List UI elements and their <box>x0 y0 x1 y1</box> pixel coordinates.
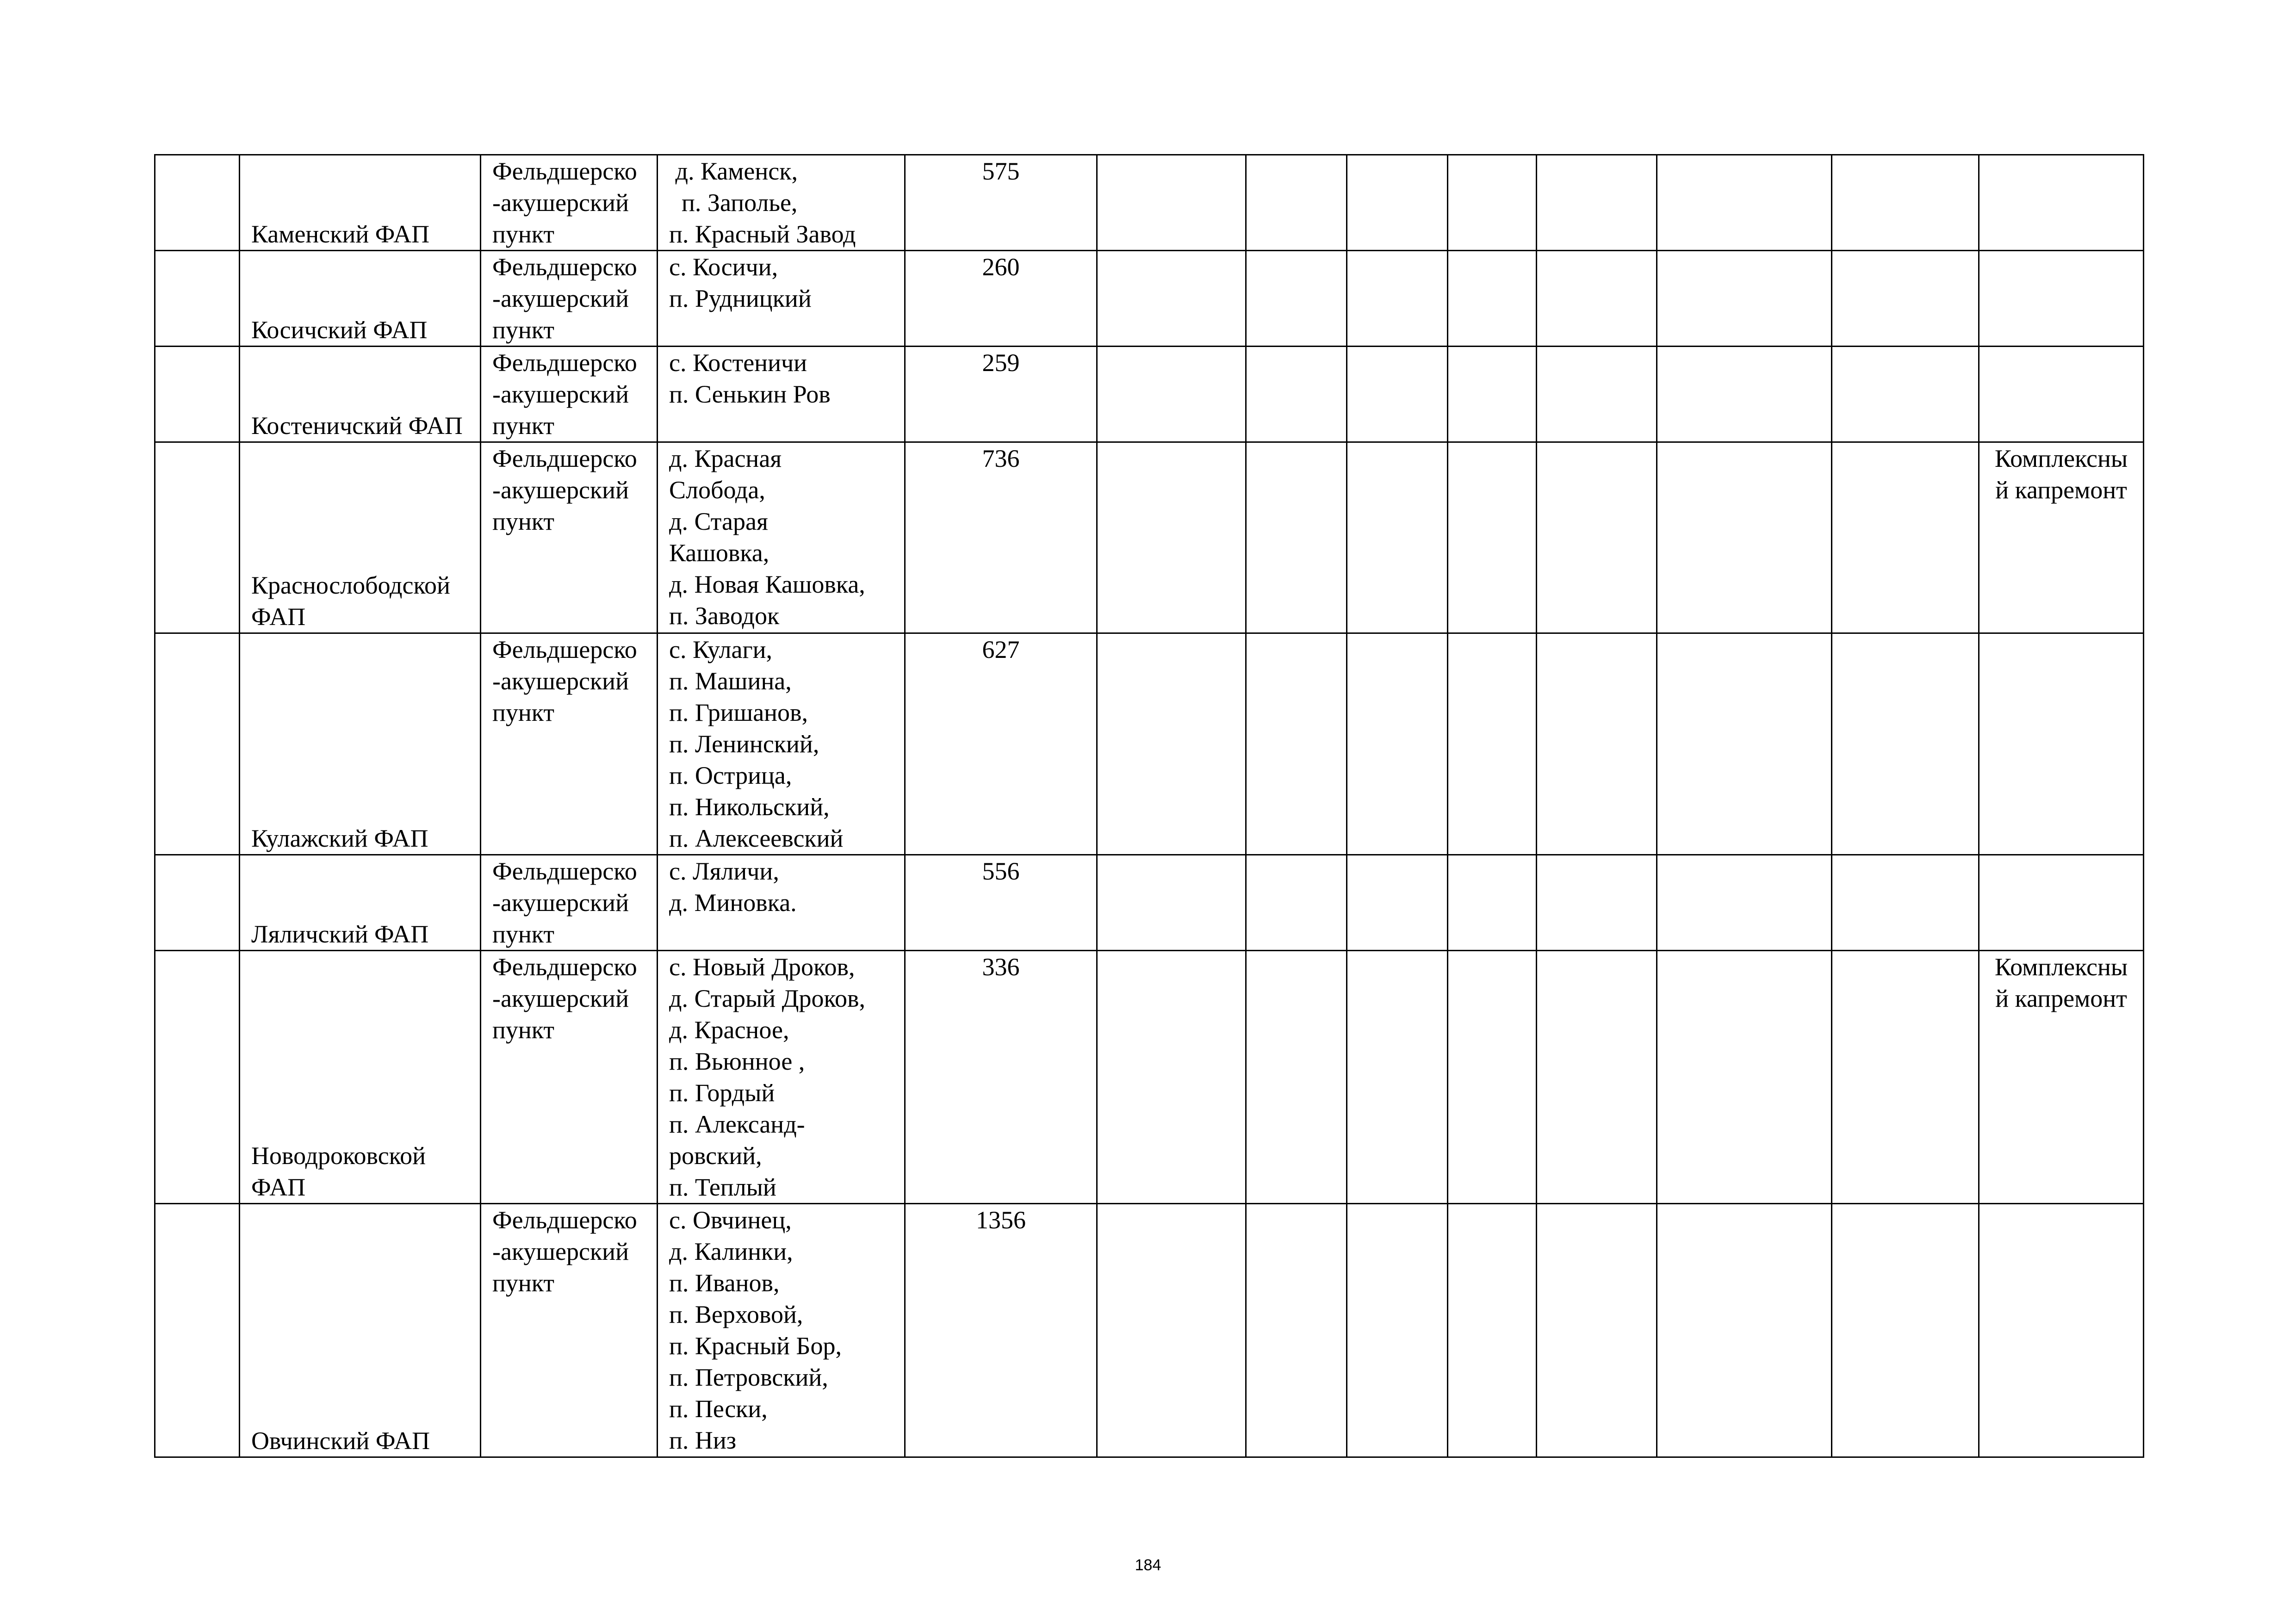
empty-cell <box>1832 251 1979 347</box>
settlement-item: п. Верховой, <box>669 1301 803 1328</box>
empty-cell <box>1537 347 1657 442</box>
population-value: 336 <box>982 953 1020 981</box>
settlement-item: с. Новый Дроков, <box>669 953 855 981</box>
empty-cell <box>1347 442 1448 633</box>
facility-type-line: пункт <box>492 699 554 726</box>
settlement-item: п. Заводок <box>669 602 780 630</box>
settlement-item: п. Теплый <box>669 1173 776 1201</box>
empty-cell <box>1246 155 1347 251</box>
facility-name: Краснослободской ФАП <box>251 571 450 631</box>
empty-cell <box>1246 855 1347 951</box>
settlements-cell <box>658 633 905 855</box>
table-row <box>155 155 2144 251</box>
empty-cell <box>1246 951 1347 1204</box>
empty-cell <box>1832 347 1979 442</box>
empty-cell <box>1832 951 1979 1204</box>
table-row <box>155 347 2144 442</box>
facility-name: Косичский ФАП <box>251 316 428 344</box>
facility-name-cell <box>240 251 481 347</box>
empty-cell <box>1097 951 1246 1204</box>
settlements-cell <box>658 442 905 633</box>
settlement-item: с. Косичи, <box>669 253 778 281</box>
settlement-item: п. Рудницкий <box>669 285 812 312</box>
population-cell <box>905 251 1097 347</box>
settlement-item: п. Заполье, <box>669 189 798 217</box>
empty-cell <box>1097 251 1246 347</box>
settlement-item: п. Петровский, <box>669 1363 828 1391</box>
note-cell <box>1979 251 2144 347</box>
population-cell <box>905 347 1097 442</box>
facility-name: Овчинский ФАП <box>251 1427 430 1455</box>
table-row <box>155 855 2144 951</box>
facility-type-line: пункт <box>492 508 554 535</box>
facility-type-cell <box>481 347 658 442</box>
table-row <box>155 251 2144 347</box>
facility-type-line: Фельдшерско <box>492 636 637 663</box>
facility-name-cell <box>240 951 481 1204</box>
population-value: 259 <box>982 349 1020 377</box>
empty-cell <box>1537 251 1657 347</box>
settlement-item: д. Красное, <box>669 1016 789 1044</box>
facility-name-cell <box>240 155 481 251</box>
note-cell <box>1979 1204 2144 1457</box>
facility-type-cell <box>481 1204 658 1457</box>
empty-cell <box>1097 855 1246 951</box>
facility-name: Ляличский ФАП <box>251 920 429 948</box>
settlement-item: д. Калинки, <box>669 1238 793 1265</box>
facility-type-line: Фельдшерско <box>492 953 637 981</box>
table-row <box>155 951 2144 1204</box>
note-text: Комплексный капремонт <box>1994 953 2128 1012</box>
settlement-item: с. Костеничи <box>669 349 807 377</box>
empty-cell <box>1448 347 1537 442</box>
settlement-item: п. Александ- <box>669 1110 805 1138</box>
empty-cell <box>1246 1204 1347 1457</box>
facility-type-line: Фельдшерско <box>492 857 637 885</box>
facility-type-line: -акушерский <box>492 985 629 1012</box>
empty-cell <box>1448 633 1537 855</box>
settlement-item: Кашовка, <box>669 539 769 567</box>
empty-cell <box>1246 347 1347 442</box>
empty-cell <box>1246 633 1347 855</box>
settlement-item: Слобода, <box>669 476 765 504</box>
facility-type-line: пункт <box>492 316 554 344</box>
note-cell <box>1979 442 2144 633</box>
settlement-item: д. Новая Кашовка, <box>669 570 865 598</box>
settlements-cell <box>658 155 905 251</box>
row-number-cell <box>155 633 240 855</box>
empty-cell <box>1832 633 1979 855</box>
settlement-item: п. Острица, <box>669 762 792 789</box>
settlement-item: п. Никольский, <box>669 793 830 821</box>
population-value: 556 <box>982 857 1020 885</box>
note-cell <box>1979 155 2144 251</box>
population-value: 1356 <box>976 1206 1026 1234</box>
note-text: Комплексный капремонт <box>1994 445 2128 504</box>
table-row <box>155 633 2144 855</box>
facility-type-cell <box>481 951 658 1204</box>
empty-cell <box>1448 855 1537 951</box>
facility-name-cell <box>240 633 481 855</box>
settlement-item: п. Гришанов, <box>669 699 808 726</box>
empty-cell <box>1537 155 1657 251</box>
empty-cell <box>1097 442 1246 633</box>
empty-cell <box>1097 633 1246 855</box>
page-number: 184 <box>1135 1556 1161 1574</box>
facility-type-cell <box>481 442 658 633</box>
population-cell <box>905 951 1097 1204</box>
facility-type-cell <box>481 855 658 951</box>
empty-cell <box>1448 951 1537 1204</box>
population-cell <box>905 633 1097 855</box>
facility-type-line: -акушерский <box>492 667 629 695</box>
empty-cell <box>1448 251 1537 347</box>
settlement-item: д. Старая <box>669 508 768 535</box>
row-number-cell <box>155 347 240 442</box>
population-cell <box>905 442 1097 633</box>
facility-type-line: пункт <box>492 412 554 440</box>
facility-name-cell <box>240 1204 481 1457</box>
settlements-cell <box>658 251 905 347</box>
facility-type-line: -акушерский <box>492 285 629 312</box>
settlements-cell <box>658 951 905 1204</box>
facility-type-cell <box>481 251 658 347</box>
facility-name: Костеничский ФАП <box>251 412 463 440</box>
population-value: 575 <box>982 157 1020 185</box>
empty-cell <box>1832 155 1979 251</box>
population-value: 260 <box>982 253 1020 281</box>
empty-cell <box>1448 155 1537 251</box>
row-number-cell <box>155 251 240 347</box>
facilities-table <box>154 154 2144 1458</box>
empty-cell <box>1448 1204 1537 1457</box>
settlement-item: д. Миновка. <box>669 889 797 917</box>
settlement-item: п. Вьюнное , <box>669 1047 805 1075</box>
empty-cell <box>1347 155 1448 251</box>
facility-type-line: -акушерский <box>492 476 629 504</box>
settlement-item: п. Иванов, <box>669 1269 780 1297</box>
population-value: 627 <box>982 636 1020 663</box>
settlement-item: п. Ленинский, <box>669 730 819 758</box>
settlement-item: с. Овчинец, <box>669 1206 792 1234</box>
facility-type-line: Фельдшерско <box>492 157 637 185</box>
settlement-item: п. Низ <box>669 1426 737 1454</box>
empty-cell <box>1832 855 1979 951</box>
facility-type-line: пункт <box>492 1016 554 1044</box>
facility-type-cell <box>481 633 658 855</box>
settlement-item: ровский, <box>669 1142 762 1170</box>
row-number-cell <box>155 1204 240 1457</box>
empty-cell <box>1537 1204 1657 1457</box>
facility-type-line: Фельдшерско <box>492 445 637 472</box>
settlement-item: п. Гордый <box>669 1079 775 1107</box>
empty-cell <box>1657 155 1832 251</box>
facility-name: Новодроковской ФАП <box>251 1142 426 1201</box>
table-row <box>155 1204 2144 1457</box>
facility-name-cell <box>240 442 481 633</box>
settlement-item: п. Красный Завод <box>669 220 856 248</box>
facility-name: Каменский ФАП <box>251 220 430 248</box>
empty-cell <box>1657 855 1832 951</box>
row-number-cell <box>155 855 240 951</box>
empty-cell <box>1657 251 1832 347</box>
population-value: 736 <box>982 445 1020 472</box>
facility-type-line: -акушерский <box>492 889 629 917</box>
population-cell <box>905 1204 1097 1457</box>
note-cell <box>1979 347 2144 442</box>
settlement-item: п. Машина, <box>669 667 792 695</box>
empty-cell <box>1347 347 1448 442</box>
settlement-item: п. Алексеевский <box>669 824 844 852</box>
empty-cell <box>1657 442 1832 633</box>
empty-cell <box>1832 442 1979 633</box>
empty-cell <box>1347 251 1448 347</box>
settlement-item: с. Ляличи, <box>669 857 779 885</box>
facility-type-line: Фельдшерско <box>492 1206 637 1234</box>
empty-cell <box>1832 1204 1979 1457</box>
settlement-item: п. Сенькин Ров <box>669 380 831 408</box>
facility-type-line: Фельдшерско <box>492 253 637 281</box>
facility-name-cell <box>240 855 481 951</box>
empty-cell <box>1347 1204 1448 1457</box>
settlement-item: д. Каменск, <box>669 157 798 185</box>
row-number-cell <box>155 442 240 633</box>
note-cell <box>1979 633 2144 855</box>
empty-cell <box>1657 347 1832 442</box>
facility-name: Кулажский ФАП <box>251 824 428 852</box>
facility-name-cell <box>240 347 481 442</box>
settlement-item: д. Красная <box>669 445 782 472</box>
empty-cell <box>1657 633 1832 855</box>
empty-cell <box>1537 442 1657 633</box>
facility-type-line: пункт <box>492 920 554 948</box>
row-number-cell <box>155 155 240 251</box>
facility-type-line: -акушерский <box>492 1238 629 1265</box>
population-cell <box>905 155 1097 251</box>
settlements-cell <box>658 855 905 951</box>
empty-cell <box>1657 951 1832 1204</box>
empty-cell <box>1537 855 1657 951</box>
facility-type-line: -акушерский <box>492 189 629 217</box>
empty-cell <box>1097 347 1246 442</box>
facility-type-cell <box>481 155 658 251</box>
facility-type-line: Фельдшерско <box>492 349 637 377</box>
row-number-cell <box>155 951 240 1204</box>
empty-cell <box>1246 442 1347 633</box>
empty-cell <box>1097 1204 1246 1457</box>
settlements-cell <box>658 347 905 442</box>
empty-cell <box>1537 951 1657 1204</box>
empty-cell <box>1347 951 1448 1204</box>
facility-type-line: пункт <box>492 220 554 248</box>
empty-cell <box>1097 155 1246 251</box>
facility-type-line: пункт <box>492 1269 554 1297</box>
population-cell <box>905 855 1097 951</box>
empty-cell <box>1246 251 1347 347</box>
empty-cell <box>1347 855 1448 951</box>
settlement-item: д. Старый Дроков, <box>669 985 866 1012</box>
note-cell <box>1979 951 2144 1204</box>
settlement-item: п. Красный Бор, <box>669 1332 842 1360</box>
settlement-item: с. Кулаги, <box>669 636 773 663</box>
facility-type-line: -акушерский <box>492 380 629 408</box>
table-row <box>155 442 2144 633</box>
empty-cell <box>1448 442 1537 633</box>
settlement-item: п. Пески, <box>669 1395 768 1423</box>
empty-cell <box>1347 633 1448 855</box>
empty-cell <box>1537 633 1657 855</box>
note-cell <box>1979 855 2144 951</box>
settlements-cell <box>658 1204 905 1457</box>
empty-cell <box>1657 1204 1832 1457</box>
